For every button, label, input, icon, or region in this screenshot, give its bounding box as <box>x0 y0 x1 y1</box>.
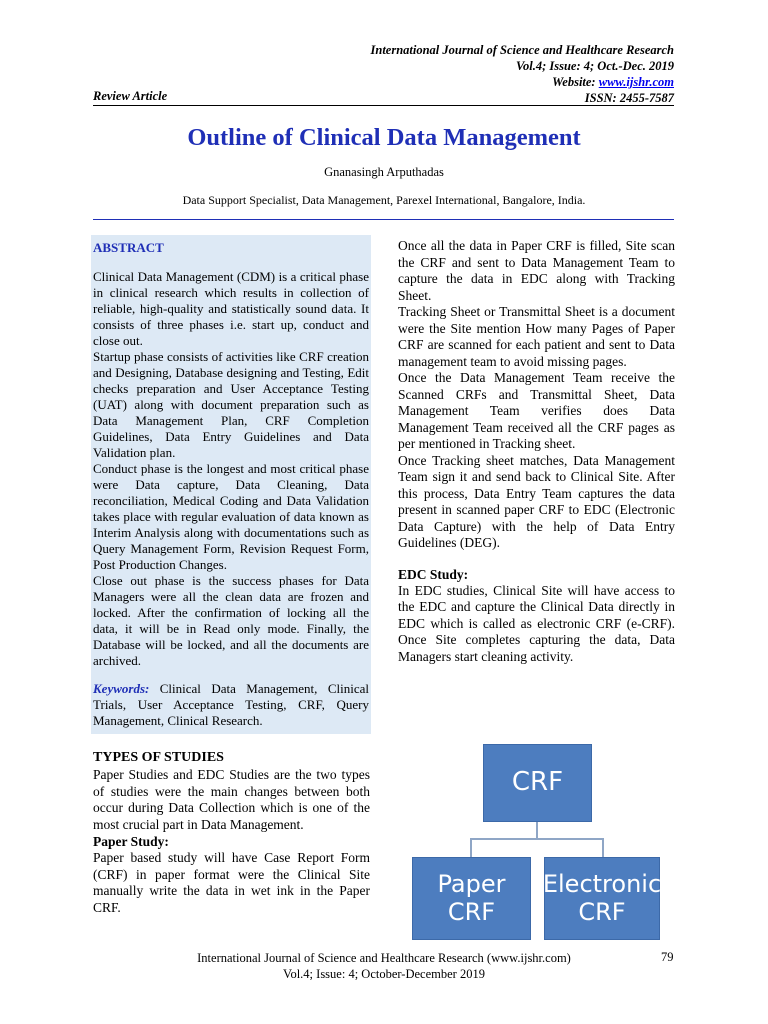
volume-issue: Vol.4; Issue: 4; Oct.-Dec. 2019 <box>516 59 674 73</box>
edc-study-text: In EDC studies, Clinical Site will have access to the EDC and capture the Clinical Data directly in EDC which is called as electronic CRF (e-CRF). Once Site completes capturing the data, Data Managers start cleaning activity. <box>398 582 675 664</box>
journal-header <box>371 42 675 106</box>
abstract-paragraph: Conduct phase is the longest and most critical phase were Data capture, Data Cleaning, Data reconciliation, Medical Coding and Data Validation takes place with regular evaluation of data known as Interim Analysis along with documentations such as Query Management Form, Revision Request Form, Post Production Changes. <box>93 461 369 572</box>
title-divider <box>93 219 674 220</box>
edc-study-heading: EDC Study: <box>398 566 469 582</box>
body-paragraph: Once the Data Management Team receive the Scanned CRFs and Transmittal Sheet, Data Management Team verifies does Data Management Team received all the CRF pages as per mentioned in Tracking sheet. <box>398 370 675 451</box>
body-paragraph: Once Tracking sheet matches, Data Management Team sign it and send back to Clinical Site. After this process, Data Entry Team captures the data present in scanned paper CRF to EDC (Electronic Data Capture) with the help of Data Entry Guidelines (DEG). <box>398 452 675 550</box>
footer-volume: Vol.4; Issue: 4; October-December 2019 <box>283 967 485 981</box>
article-type: Review Article <box>93 89 168 103</box>
author-name: Gnanasingh Arputhadas <box>324 165 444 179</box>
connector-vertical-right <box>602 838 604 857</box>
issn: ISSN: 2455-7587 <box>584 91 674 105</box>
connector-vertical-left <box>470 838 472 857</box>
paper-crf-box: Paper CRF <box>412 857 531 940</box>
page-footer <box>0 950 768 982</box>
page-number: 79 <box>661 950 674 964</box>
connector-horizontal <box>470 838 604 840</box>
body-paragraph: Once all the data in Paper CRF is filled, Site scan the CRF and sent to Data Management Team to capture the data in EDC along with Tracking Sheet. <box>398 238 675 303</box>
abstract-heading: ABSTRACT <box>93 240 164 255</box>
abstract-paragraph: Clinical Data Management (CDM) is a critical phase in clinical research which results in collection of reliable, high-quality and statistically sound data. It consists of three phases i.e. start up, conduct and close out. <box>93 269 369 348</box>
paper-title: Outline of Clinical Data Management <box>187 124 581 151</box>
crf-box: CRF <box>483 744 592 822</box>
keywords <box>93 681 369 729</box>
journal-name: International Journal of Science and Healthcare Research <box>370 43 674 57</box>
website-label: Website: <box>552 75 599 89</box>
header-divider <box>93 105 674 106</box>
abstract-paragraph: Startup phase consists of activities like CRF creation and Designing, Database designing and Testing, Edit checks preparation and User Acceptance Testing (UAT) along with document preparation such as Data Management Plan, CRF Completion Guidelines, Data Entry Guidelines and Data Validation plan. <box>93 349 369 460</box>
keywords-label: Keywords: <box>93 681 150 696</box>
right-column <box>398 238 675 665</box>
abstract-box <box>91 235 371 734</box>
types-of-studies-section <box>93 749 370 916</box>
paper-study-text: Paper based study will have Case Report Form (CRF) in paper format were the Clinical Site manually write the data in wet ink in the Paper CRF. <box>93 850 370 915</box>
types-intro: Paper Studies and EDC Studies are the two types of studies were the main changes between both occur during Data Collection which is one of the most crucial part in Data Management. <box>93 767 370 832</box>
body-paragraph: Tracking Sheet or Transmittal Sheet is a document were the Site mention How many Pages of Paper CRF are scanned for each patient and sent to Data management team to avoid missing pages. <box>398 304 675 369</box>
website-line <box>371 74 675 90</box>
abstract-paragraph: Close out phase is the success phases for Data Managers were all the clean data are frozen and locked. After the confirmation of locking all the data, it will be in Read only mode. Finally, the Database will be locked, and all the documents are archived. <box>93 573 369 668</box>
author-affiliation: Data Support Specialist, Data Management, Parexel International, Bangalore, India. <box>182 193 586 207</box>
keywords-text: Clinical Data Management, Clinical Trials, User Acceptance Testing, CRF, Query Management, Clinical Research. <box>93 681 369 728</box>
types-heading: TYPES OF STUDIES <box>93 750 224 765</box>
electronic-crf-box: Electronic CRF <box>544 857 660 940</box>
crf-diagram <box>408 744 664 942</box>
footer-journal: International Journal of Science and Healthcare Research (www.ijshr.com) <box>197 951 571 965</box>
website-link[interactable]: www.ijshr.com <box>598 75 674 89</box>
paper-study-heading: Paper Study: <box>93 834 169 849</box>
connector-vertical-root <box>536 822 538 839</box>
